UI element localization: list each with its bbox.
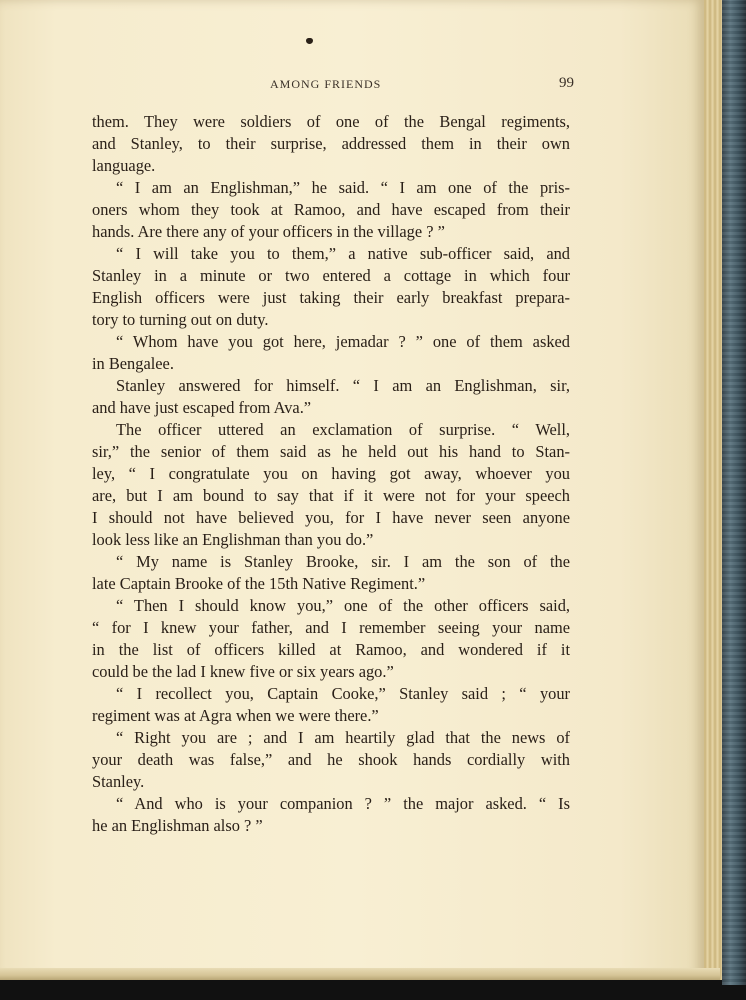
text-line: them. They were soldiers of one of the Bengal regiments, bbox=[92, 112, 570, 131]
text-line: “ Whom have you got here, jemadar ? ” one of them asked bbox=[116, 332, 570, 351]
text-line: in Bengalee. bbox=[92, 354, 174, 373]
page-bottom-edge bbox=[0, 968, 720, 980]
text-line: “ Then I should know you,” one of the other officers said, bbox=[116, 596, 570, 615]
text-line: ley, “ I congratulate you on having got away, whoever you bbox=[92, 464, 570, 483]
page-number: 99 bbox=[559, 75, 574, 91]
text-line: and Stanley, to their surprise, addressed them in their own bbox=[92, 134, 570, 153]
text-line: English officers were just taking their early breakfast prepara- bbox=[92, 288, 570, 307]
running-head: AMONG FRIENDS bbox=[270, 77, 382, 91]
text-line: are, but I am bound to say that if it were not for your speech bbox=[92, 486, 570, 505]
text-line: look less like an Englishman than you do.” bbox=[92, 530, 374, 549]
text-line: “ Right you are ; and I am heartily glad that the news of bbox=[116, 728, 570, 747]
book-cover-edge bbox=[722, 0, 746, 985]
text-line: “ I will take you to them,” a native sub-officer said, and bbox=[116, 244, 570, 263]
text-line: your death was false,” and he shook hands cordially with bbox=[92, 750, 570, 769]
text-line: tory to turning out on duty. bbox=[92, 310, 269, 329]
text-line: and have just escaped from Ava.” bbox=[92, 398, 312, 417]
text-line: hands. Are there any of your officers in the village ? ” bbox=[92, 222, 445, 241]
text-line: could be the lad I knew five or six years ago.” bbox=[92, 662, 394, 681]
text-line: “ I recollect you, Captain Cooke,” Stanley said ; “ your bbox=[116, 684, 570, 703]
text-line: sir,” the senior of them said as he held out his hand to Stan- bbox=[92, 442, 570, 461]
text-line: “ And who is your companion ? ” the major asked. “ Is bbox=[116, 794, 570, 813]
text-line: he an Englishman also ? ” bbox=[92, 816, 263, 835]
ink-mark bbox=[306, 38, 313, 44]
text-line: “ My name is Stanley Brooke, sir. I am the son of the bbox=[116, 552, 570, 571]
text-line: language. bbox=[92, 156, 156, 175]
text-line: in the list of officers killed at Ramoo, and wondered if it bbox=[92, 640, 570, 659]
text-line: regiment was at Agra when we were there.” bbox=[92, 706, 379, 725]
text-line: The officer uttered an exclamation of surprise. “ Well, bbox=[116, 420, 570, 439]
text-line: Stanley. bbox=[92, 772, 145, 791]
background-surface bbox=[0, 978, 746, 1000]
text-line: Stanley in a minute or two entered a cottage in which four bbox=[92, 266, 570, 285]
text-line: late Captain Brooke of the 15th Native Regiment.” bbox=[92, 574, 426, 593]
text-line: “ I am an Englishman,” he said. “ I am one of the pris- bbox=[116, 178, 570, 197]
text-line: Stanley answered for himself. “ I am an Englishman, sir, bbox=[116, 376, 570, 395]
text-line: “ for I knew your father, and I remember seeing your name bbox=[92, 618, 570, 637]
text-line: oners whom they took at Ramoo, and have escaped from their bbox=[92, 200, 570, 219]
text-line: I should not have believed you, for I have never seen anyone bbox=[92, 508, 570, 527]
